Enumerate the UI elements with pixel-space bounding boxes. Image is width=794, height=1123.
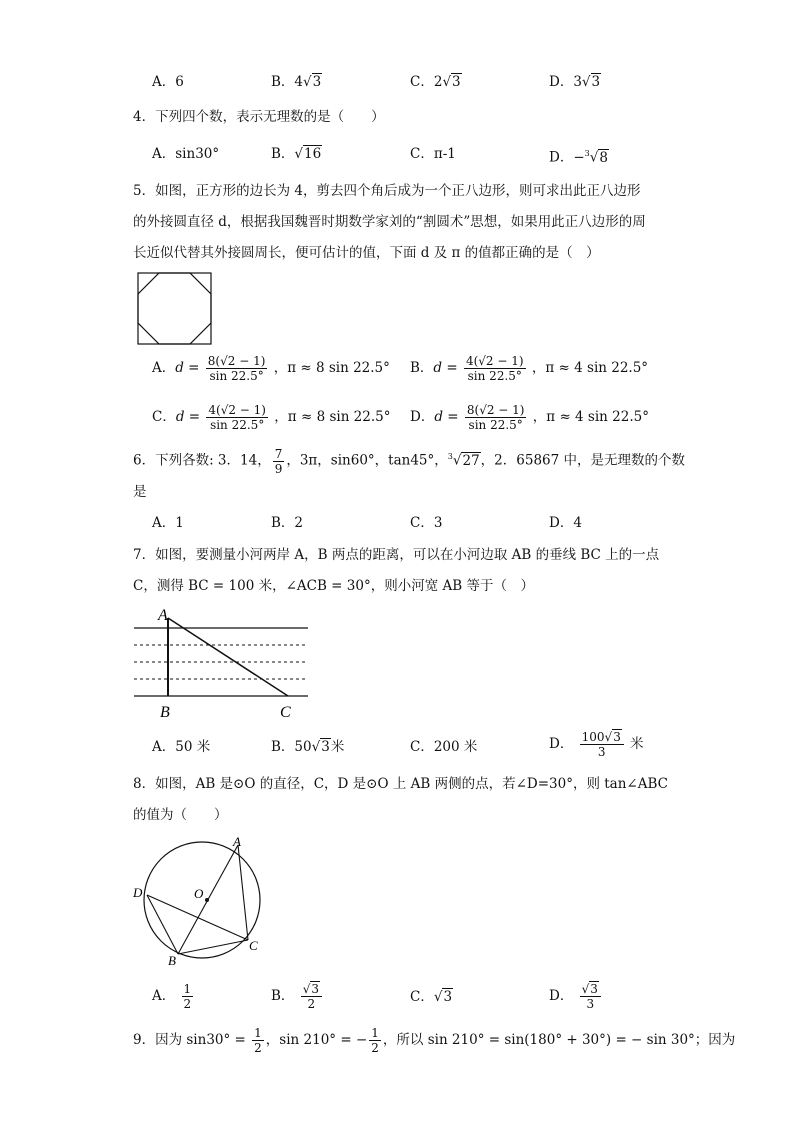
q8-stem-line1: 8．如图，AB 是⊙O 的直径，C，D 是⊙O 上 AB 两侧的点，若∠D=30°，则 tan∠ABC bbox=[133, 776, 668, 792]
q8-option-a[interactable]: A． $\frac{1}{2}$ bbox=[152, 982, 192, 1011]
q5-option-a[interactable]: A．d = $\frac{8(√2 - 1)}{\sin 22.5^\circ}$ ，π ≈ 8 sin 22.5° bbox=[152, 354, 390, 383]
q7-option-b[interactable]: B．50√3米 bbox=[271, 739, 345, 755]
q6-option-c[interactable]: C．3 bbox=[410, 515, 443, 531]
chord-dc bbox=[147, 895, 248, 940]
octagon-outline bbox=[138, 273, 211, 344]
q4-option-d[interactable]: D．−$^3$√8 bbox=[549, 149, 608, 166]
segment-ac bbox=[168, 618, 288, 696]
q5-option-c[interactable]: C．d = $\frac{4(√2 - 1)}{\sin 22.5^\circ}$ ，π ≈ 8 sin 22.5° bbox=[152, 403, 391, 432]
q5-option-d[interactable]: D．d = $\frac{8(√2 - 1)}{\sin 22.5^\circ}$ ，π ≈ 4 sin 22.5° bbox=[410, 403, 649, 432]
q3-option-b[interactable]: B．4√3 bbox=[271, 74, 322, 90]
q7-option-a[interactable]: A．50 米 bbox=[152, 739, 211, 755]
q6-option-d[interactable]: D．4 bbox=[549, 515, 582, 531]
q3-option-d[interactable]: D．3√3 bbox=[549, 74, 601, 90]
q7-stem-line2: C，测得 BC = 100 米，∠ACB = 30°，则小河宽 AB 等于（ ） bbox=[133, 578, 534, 594]
label-c: C bbox=[280, 704, 291, 721]
q6-stem-line1: 6．下列各数: 3．14， $\frac{7}{9}$ ，3π，sin60°，tan45°，$^3$√27，2．65867 中，是无理数的个数 bbox=[133, 446, 685, 476]
q3-option-c[interactable]: C．2√3 bbox=[410, 74, 461, 90]
q8-stem-line2: 的值为（ ） bbox=[133, 807, 228, 823]
q5-stem-line2: 的外接圆直径 d，根据我国魏晋时期数学家刘的“割圆术”思想，如果用此正八边形的周 bbox=[133, 214, 646, 230]
q8-option-b[interactable]: B． $\frac{√3}{2}$ bbox=[271, 982, 324, 1011]
label-a: A bbox=[233, 834, 241, 849]
label-a: A bbox=[158, 607, 168, 624]
label-d: D bbox=[133, 885, 143, 900]
q5-stem-line1: 5．如图，正方形的边长为 4，剪去四个角后成为一个正八边形，则可求出此正八边形 bbox=[133, 183, 641, 199]
q4-option-b[interactable]: B．√16 bbox=[271, 146, 322, 162]
q4-stem: 4．下列四个数，表示无理数的是（ ） bbox=[133, 109, 385, 125]
label-c: C bbox=[249, 938, 258, 953]
q8-option-c[interactable]: C．√3 bbox=[410, 989, 453, 1005]
chord-bc bbox=[178, 940, 248, 954]
q4-option-a[interactable]: A．sin30° bbox=[152, 146, 220, 162]
q8-option-d[interactable]: D． $\frac{√3}{3}$ bbox=[549, 982, 603, 1011]
q6-stem-line2: 是 bbox=[133, 484, 147, 500]
q6-option-b[interactable]: B．2 bbox=[271, 515, 304, 531]
circle-figure bbox=[130, 832, 270, 968]
q4-option-c[interactable]: C．π-1 bbox=[410, 146, 456, 162]
chord-db bbox=[147, 895, 178, 954]
river-figure bbox=[130, 604, 312, 722]
q7-stem-line1: 7．如图，要测量小河两岸 A，B 两点的距离，可以在小河边取 AB 的垂线 BC 上的一点 bbox=[133, 547, 660, 563]
label-o: O bbox=[194, 886, 204, 901]
q7-option-c[interactable]: C．200 米 bbox=[410, 739, 478, 755]
label-b: B bbox=[160, 704, 170, 721]
q5-option-b[interactable]: B．d = $\frac{4(√2 - 1)}{\sin 22.5^\circ}$ ，π ≈ 4 sin 22.5° bbox=[410, 354, 649, 383]
octagon-figure bbox=[137, 272, 213, 346]
q9-stem-line1: 9．因为 sin30° = $\frac{1}{2}$ ，sin 210° = − $\frac{1}{2}$ ，所以 sin 210° = sin(180° + 30°) = − sin 30°；因为 bbox=[133, 1026, 736, 1055]
q7-option-d[interactable]: D． $\frac{100√3}{3}$ 米 bbox=[549, 730, 644, 759]
label-b: B bbox=[168, 953, 176, 968]
center-dot bbox=[205, 898, 209, 902]
q5-stem-line3: 长近似代替其外接圆周长，便可估计的值，下面 d 及 π 的值都正确的是（ ） bbox=[133, 245, 600, 261]
q6-option-a[interactable]: A．1 bbox=[152, 515, 184, 531]
q3-option-a[interactable]: A．6 bbox=[152, 74, 184, 90]
